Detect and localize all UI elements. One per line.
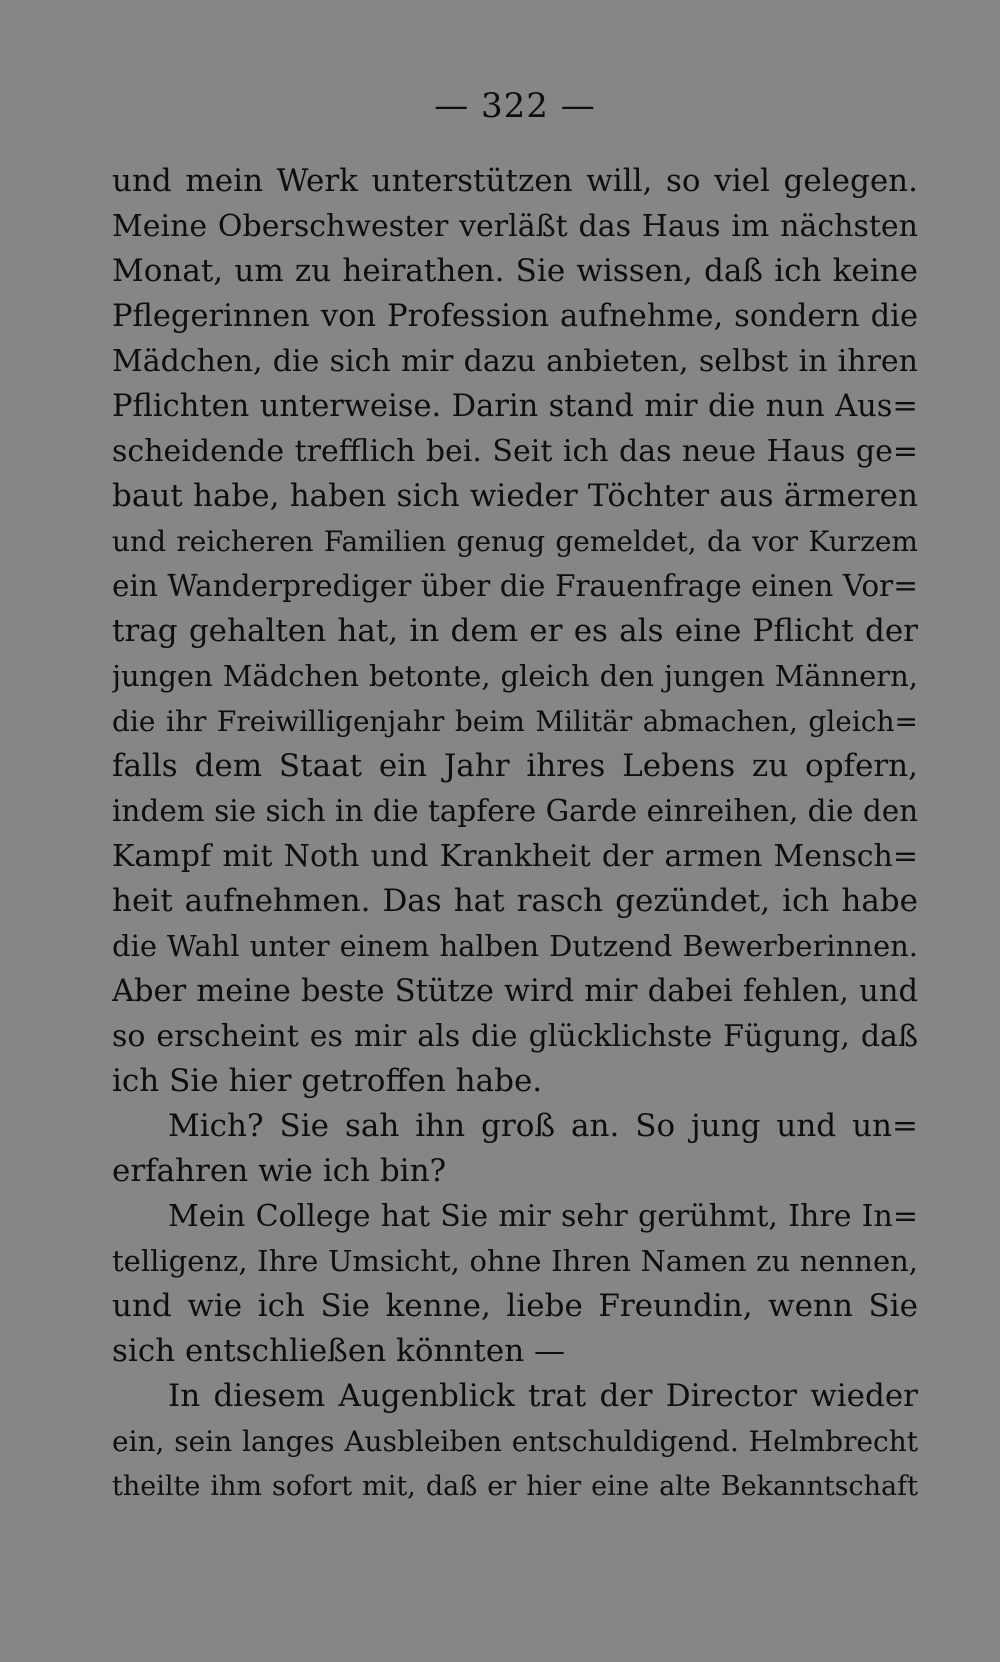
body-text [112,159,918,1509]
text-line: Meine Oberschwester verläßt das Haus im nächsten [112,209,918,244]
text-line: und wie ich Sie kenne, liebe Freundin, wenn Sie [112,1288,918,1324]
text-line: Mich? Sie sah ihn groß an. So jung und un= [168,1108,918,1144]
text-line: die Wahl unter einem halben Dutzend Bewerberinnen. [112,929,918,963]
text-line: ich Sie hier getroffen habe. [112,1063,543,1099]
text-line: Mädchen, die sich mir dazu anbieten, selbst in ihren [112,344,918,379]
text-line: In diesem Augenblick trat der Director wieder [168,1378,918,1414]
text-line: theilte ihm sofort mit, daß er hier eine alte Bekanntschaft [112,1471,918,1502]
text-line: Monat, um zu heirathen. Sie wissen, daß ich keine [112,253,918,289]
page-number: — 322 — [434,86,596,126]
text-line: falls dem Staat ein Jahr ihres Lebens zu opfern, [112,748,918,784]
text-line: so erscheint es mir als die glücklichste Fügung, daß [112,1019,918,1054]
text-line: sich entschließen könnten — [112,1333,566,1369]
text-line: Aber meine beste Stütze wird mir dabei fehlen, und [112,974,918,1009]
text-line: Pflichten unterweise. Darin stand mir die nun Aus= [112,389,918,424]
text-line: Pflegerinnen von Profession aufnehme, sondern die [112,299,918,334]
text-line: indem sie sich in die tapfere Garde einreihen, die den [112,794,918,828]
text-line: baut habe, haben sich wieder Töchter aus ärmeren [112,478,918,514]
text-line: ein, sein langes Ausbleiben entschuldigend. Helmbrecht [112,1425,918,1458]
text-line: heit aufnehmen. Das hat rasch gezündet, ich habe [112,883,918,919]
text-line: Mein College hat Sie mir sehr gerühmt, Ihre In= [168,1199,918,1234]
text-line: trag gehalten hat, in dem er es als eine Pflicht der [112,613,918,649]
text-line: erfahren wie ich bin? [112,1153,447,1189]
text-line: jungen Mädchen betonte, gleich den jungen Männern, [112,659,918,693]
text-line: scheidende trefflich bei. Seit ich das neue Haus ge= [112,434,918,469]
text-line: Kampf mit Noth und Krankheit der armen Mensch= [112,839,918,874]
text-line: und reicheren Familien genug gemeldet, da vor Kurzem [112,525,918,558]
text-line: ein Wanderprediger über die Frauenfrage einen Vor= [112,569,918,603]
text-line: und mein Werk unterstützen will, so viel gelegen. [112,163,918,199]
text-line: die ihr Freiwilligenjahr beim Militär abmachen, gleich= [112,705,918,738]
text-line: telligenz, Ihre Umsicht, ohne Ihren Namen zu nennen, [112,1244,918,1278]
